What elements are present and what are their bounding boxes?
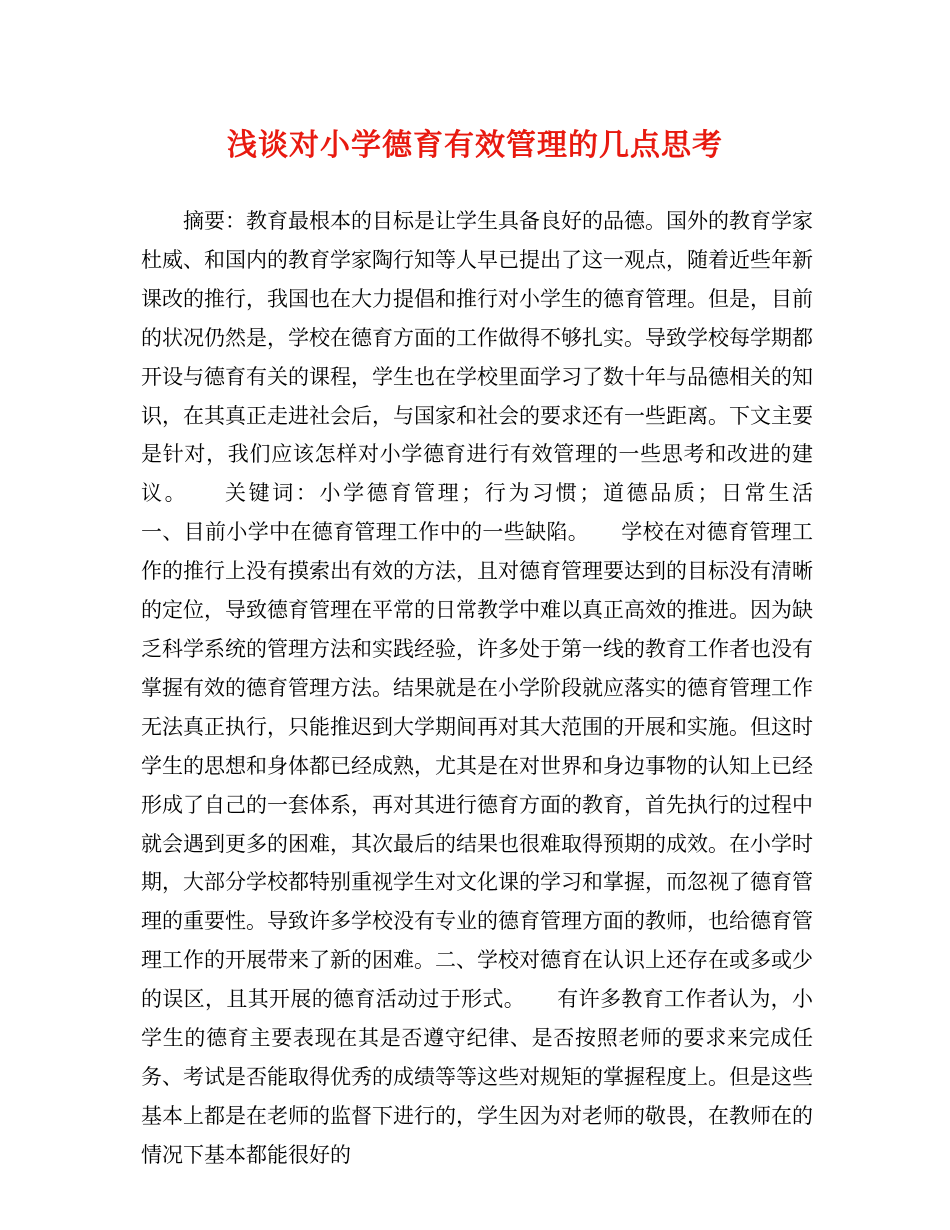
page-title: 浅谈对小学德育有效管理的几点思考 — [227, 128, 723, 163]
body-paragraph: 摘要：教育最根本的目标是让学生具备良好的品德。国外的教育学家杜威、和国内的教育学家陶行知等人早已提出了这一观点，随着近些年新课改的推行，我国也在大力提倡和推行对小学生的德育管理。但是，目前的状况仍然是，学校在德育方面的工作做得不够扎实。导致学校每学期都开设与德育有关的课程，学生也在学校里面学习了数十年与品德相关的知识，在其真正走进社会后，与国家和社会的要求还有一些距离。下文主要是针对，我们应该怎样对小学德育进行有效管理的一些思考和改进的建议。 关键词：小学德育管理；行为习惯；道德品质；日常生活 一、目前小学中在德育管理工作中的一些缺陷。 学校在对德育管理工作的推行上没有摸索出有效的方法，且对德育管理要达到的目标没有清晰的定位，导致德育管理在平常的日常教学中难以真正高效的推进。因为缺乏科学系统的管理方法和实践经验，许多处于第一线的教育工作者也没有掌握有效的德育管理方法。结果就是在小学阶段就应落实的德育管理工作无法真正执行，只能推迟到大学期间再对其大范围的开展和实施。但这时学生的思想和身体都已经成熟，尤其是在对世界和身边事物的认知上已经形成了自己的一套体系，再对其进行德育方面的教育，首先执行的过程中就会遇到更多的困难，其次最后的结果也很难取得预期的成效。在小学时期，大部分学校都特别重视学生对文化课的学习和掌握，而忽视了德育管理的重要性。导致许多学校没有专业的德育管理方面的教师，也给德育管理工作的开展带来了新的困难。二、学校对德育在认识上还存在或多或少的误区，且其开展的德育活动过于形式。 有许多教育工作者认为，小学生的德育主要表现在其是否遵守纪律、是否按照老师的要求来完成任务、考试是否能取得优秀的成绩等等这些对规矩的掌握程度上。但是这些基本上都是在老师的监督下进行的，学生因为对老师的敬畏，在教师在的情况下基本都能很好的 — [141, 209, 855, 1167]
